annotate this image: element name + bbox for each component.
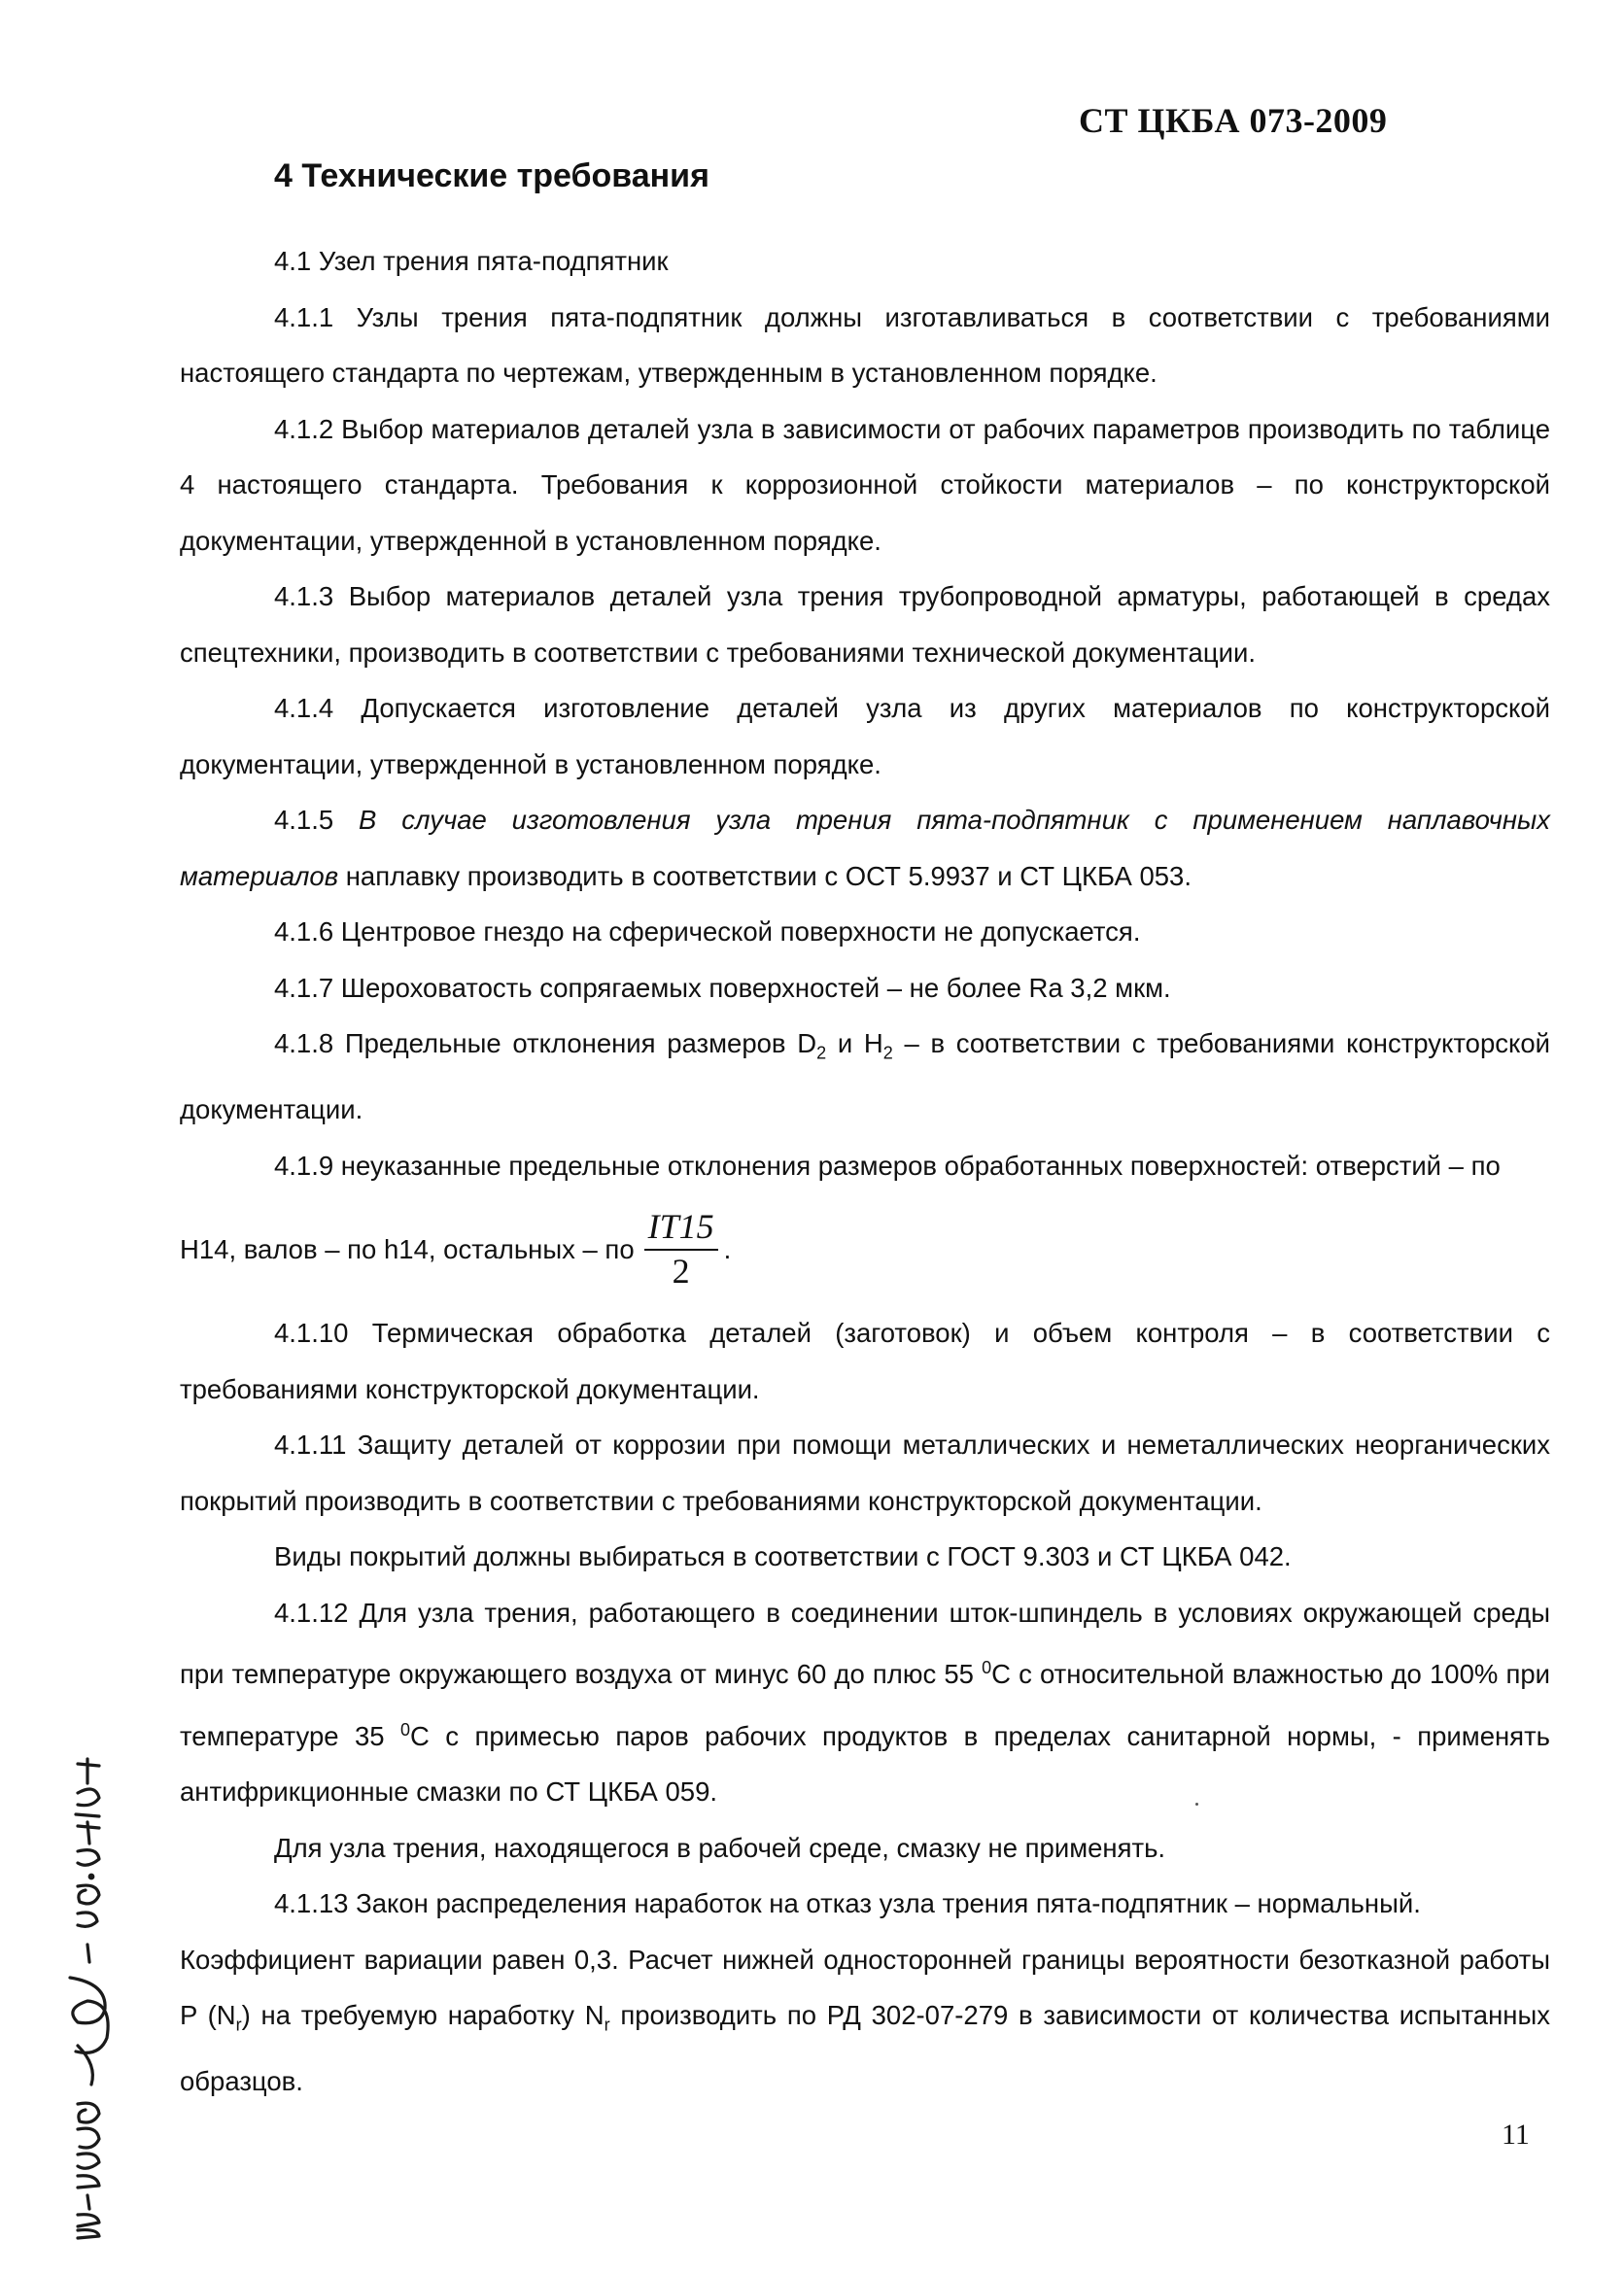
paragraph-4-1-8-c: – в соответствии с требованиями конструкторской документации. <box>180 1028 1550 1124</box>
paragraph-4-1: 4.1 Узел трения пята-подпятник <box>274 246 669 276</box>
subscript-d2: 2 <box>816 1043 827 1063</box>
subscript-nr-1: r <box>235 2015 242 2035</box>
subscript-nr-2: r <box>604 2015 610 2035</box>
paragraph-4-1-5-italic: В случае изготовления узла трения пята-подпятник с применением наплавочных материалов <box>180 805 1550 891</box>
degree-mark-1: 0 <box>982 1658 992 1677</box>
paragraph-4-1-12-a: 4.1.12 Для узла трения, работающего в соединении шток-шпиндель в условиях окружающей среды при температуре окружающего воздуха от минус 60 до плюс 55 <box>180 1597 1550 1690</box>
section-title: 4 Технические требования <box>274 157 709 194</box>
paragraph-4-1-5-lead: 4.1.5 <box>274 805 360 835</box>
paragraph-4-1-13-cont-b: ) на требуемую наработку N <box>241 2000 605 2031</box>
handwritten-registration-note <box>49 1754 126 2240</box>
paragraph-4-1-11-b: Виды покрытий должны выбираться в соответствии с ГОСТ 9.303 и СТ ЦКБА 042. <box>274 1541 1292 1571</box>
paragraph-4-1-13-cont-a: Коэффициент вариации равен 0,3. Расчет нижней односторонней границы вероятности безотказной работы P (N <box>180 1944 1550 2031</box>
paragraph-4-1-13-cont-c: производить по РД 302-07-279 в зависимости от количества испытанных образцов. <box>180 2000 1550 2097</box>
tolerance-fraction <box>644 1208 718 1291</box>
page-number: 11 <box>1502 2119 1530 2151</box>
paragraph-4-1-13: 4.1.13 Закон распределения наработок на отказ узла трения пята-подпятник – нормальный. <box>274 1888 1421 1919</box>
paragraph-4-1-12-b: С с относительной влажностью до 100% при температуре 35 <box>180 1659 1551 1751</box>
document-code: СТ ЦКБА 073-2009 <box>1079 101 1388 140</box>
paragraph-4-1-5-rest: наплавку производить в соответствии с ОСТ 5.9937 и СТ ЦКБА 053. <box>338 860 1192 891</box>
paragraph-4-1-13-continuation <box>180 1932 1550 2110</box>
paragraph-4-1-9-end: . <box>723 1233 732 1264</box>
paragraph-4-1-12-b2: Для узла трения, находящегося в рабочей среде, смазку не применять. <box>274 1832 1166 1863</box>
paragraph-4-1-12 <box>180 1585 1550 1820</box>
paragraph-4-1-8-a: 4.1.8 Предельные отклонения размеров D <box>274 1028 817 1058</box>
paragraph-4-1-8 <box>180 1016 1550 1138</box>
paragraph-4-1-9-cont-text: H14, валов – по h14, остальных – по <box>180 1233 635 1264</box>
paragraph-4-1-8-b: и H <box>826 1028 883 1058</box>
paragraph-4-1-9-continuation <box>180 1193 1550 1305</box>
paragraph-4-1-7: 4.1.7 Шероховатость сопрягаемых поверхностей – не более Ra 3,2 мкм. <box>274 972 1171 1003</box>
fraction-numerator: IT15 <box>644 1208 718 1251</box>
fraction-denominator: 2 <box>672 1251 690 1291</box>
body-text <box>180 233 1550 2110</box>
paragraph-4-1-9: 4.1.9 неуказанные предельные отклонения размеров обработанных поверхностей: отверстий – по <box>274 1150 1501 1181</box>
subscript-h2: 2 <box>882 1043 893 1063</box>
paragraph-4-1-4: 4.1.4 Допускается изготовление деталей узла из других материалов по конструкторской документации, утвержденной в установленном порядке. <box>180 693 1550 779</box>
paragraph-4-1-3: 4.1.3 Выбор материалов деталей узла трения трубопроводной арматуры, работающей в средах спецтехники, производить в соответствии с требованиями технической документации. <box>180 581 1550 668</box>
paragraph-4-1-2: 4.1.2 Выбор материалов деталей узла в зависимости от рабочих параметров производить по таблице 4 настоящего стандарта. Требования к коррозионной стойкости материалов – по конструкторской документации, утвержденной в установленном порядке. <box>180 413 1550 556</box>
degree-mark-2: 0 <box>400 1719 411 1740</box>
paragraph-4-1-1: 4.1.1 Узлы трения пята-подпятник должны изготавливаться в соответствии с требованиями настоящего стандарта по чертежам, утвержденным в установленном порядке. <box>180 301 1550 388</box>
scan-speck <box>1195 1803 1198 1806</box>
paragraph-4-1-11: 4.1.11 Защиту деталей от коррозии при помощи металлических и неметаллических неорганических покрытий производить в соответствии с требованиями конструкторской документации. <box>180 1430 1550 1516</box>
paragraph-4-1-6: 4.1.6 Центровое гнездо на сферической поверхности не допускается. <box>274 916 1141 947</box>
paragraph-4-1-12-c: С с примесью паров рабочих продуктов в пределах санитарной нормы, - применять антифрикционные смазки по СТ ЦКБА 059. <box>180 1720 1550 1808</box>
paragraph-4-1-5 <box>180 792 1550 904</box>
paragraph-4-1-10: 4.1.10 Термическая обработка деталей (заготовок) и объем контроля – в соответствии с требованиями конструкторской документации. <box>180 1318 1550 1404</box>
